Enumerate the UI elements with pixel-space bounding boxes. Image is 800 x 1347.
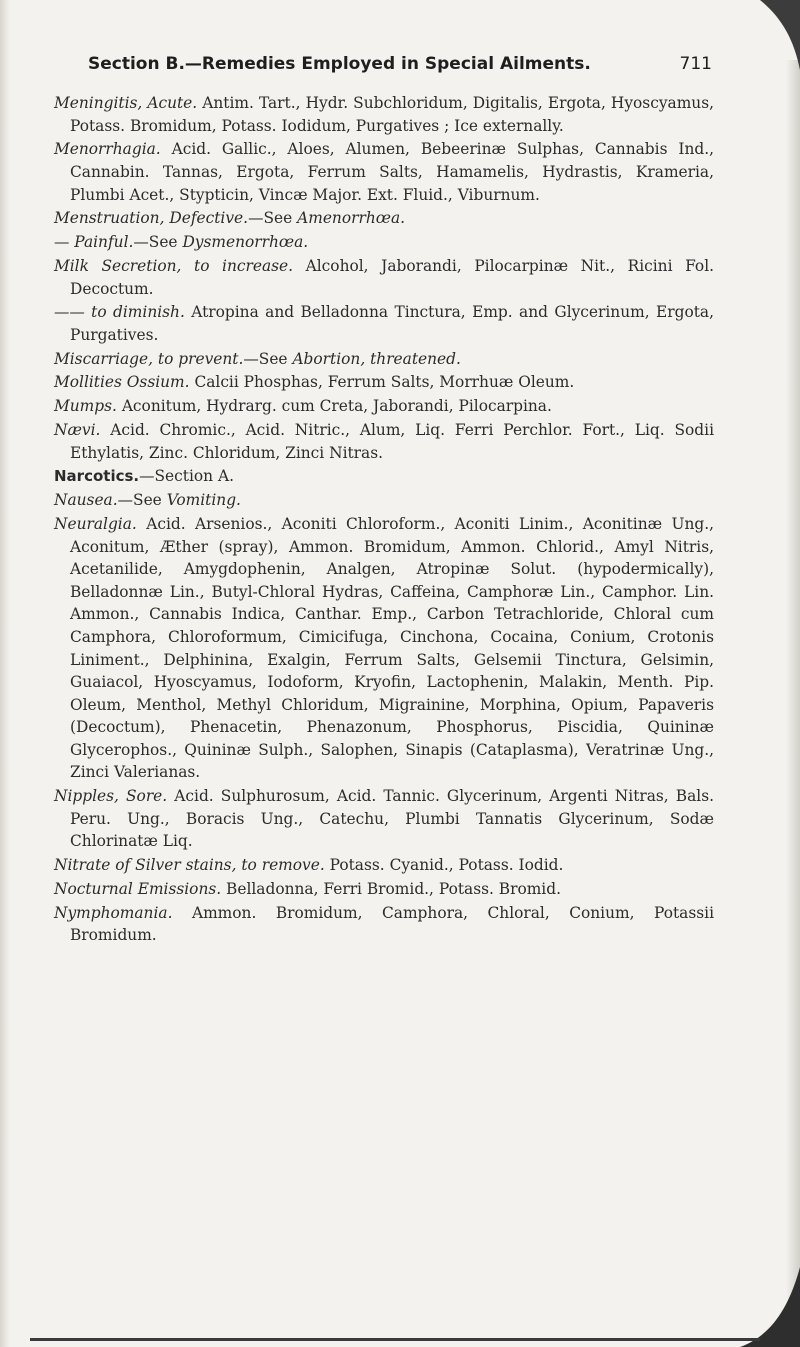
entry-remedies: Atropina and Belladonna Tinctura, Emp. and Glycerinum, Ergota, Purgatives.	[70, 303, 714, 344]
page-right-edge-shadow	[786, 60, 800, 1347]
entry-remedies: —See	[243, 349, 293, 368]
entry-remedies: Antim. Tart., Hydr. Subchloridum, Digitalis, Ergota, Hyoscyamus, Potass. Bromidum, Potass. Iodidum, Purgatives ; Ice externally.	[70, 94, 714, 135]
entry-term: Nocturnal Emissions.	[54, 880, 222, 898]
index-entry	[54, 92, 714, 137]
entry-term: Nausea.	[54, 491, 118, 510]
index-entry	[54, 207, 714, 230]
entry-remedies: Belladonna, Ferri Bromid., Potass. Bromid.	[221, 880, 561, 898]
page-number: 711	[679, 54, 712, 74]
entry-cross-reference: Amenorrhœa.	[297, 209, 406, 228]
entry-term: Milk Secretion, to increase.	[54, 256, 294, 275]
entry-term: Nævi.	[54, 421, 101, 439]
page-corner-curl-top	[760, 0, 800, 70]
index-entry	[54, 231, 714, 254]
entry-term: Meningitis, Acute.	[54, 94, 198, 112]
index-entries	[54, 92, 714, 948]
entry-term: Mumps.	[54, 397, 117, 416]
entry-remedies: Ammon. Bromidum, Camphora, Chloral, Conium, Potassii Bromidum.	[70, 903, 714, 945]
entry-term: —— to diminish.	[54, 303, 185, 322]
entry-remedies: Calcii Phosphas, Ferrum Salts, Morrhuæ Oleum.	[189, 373, 575, 392]
entry-remedies: —Section A.	[139, 467, 234, 486]
entry-term: Nymphomania.	[54, 903, 173, 922]
index-entry	[54, 348, 714, 371]
index-entry	[54, 513, 714, 784]
page-bottom-edge	[30, 1338, 760, 1341]
entry-remedies: —See	[133, 233, 183, 252]
index-entry	[54, 395, 714, 418]
running-header-title: Section B.—Remedies Employed in Special Ailments.	[88, 54, 591, 74]
entry-term: Neuralgia.	[54, 514, 137, 533]
entry-term: Nitrate of Silver stains, to remove.	[54, 856, 325, 875]
entry-term: Menstruation, Defective.	[54, 209, 249, 228]
index-entry	[54, 255, 714, 300]
index-entry	[54, 301, 714, 346]
entry-remedies: Aconitum, Hydrarg. cum Creta, Jaborandi, Pilocarpina.	[116, 397, 552, 416]
index-entry	[54, 854, 714, 877]
index-entry	[54, 371, 714, 394]
index-entry	[54, 902, 714, 947]
entry-remedies: Potass. Cyanid., Potass. Iodid.	[324, 856, 564, 875]
index-entry	[54, 785, 714, 853]
index-entry	[54, 878, 714, 901]
index-entry	[54, 465, 714, 488]
entry-remedies: —See	[248, 209, 298, 228]
entry-remedies: Alcohol, Jaborandi, Pilocarpinæ Nit., Ricini Fol. Decoctum.	[70, 256, 715, 298]
entry-term: — Painful.	[54, 233, 134, 252]
entry-cross-reference: Dysmenorrhœa.	[182, 233, 309, 252]
entry-cross-reference: Vomiting.	[166, 491, 241, 510]
entry-remedies: Acid. Gallic., Aloes, Alumen, Bebeerinæ Sulphas, Cannabis Ind., Cannabin. Tannas, Ergota, Ferrum Salts, Hamamelis, Hydrastis, Krameria, Plumbi Acet., Stypticin, Vincæ Major. Ext. Fluid., Viburnum.	[70, 140, 714, 204]
entry-term: Nipples, Sore.	[54, 787, 168, 806]
entry-remedies: Acid. Sulphurosum, Acid. Tannic. Glycerinum, Argenti Nitras, Bals. Peru. Ung., Boracis Ung., Catechu, Plumbi Tannatis Glycerinum, Sodæ Chlorinatæ Liq.	[70, 787, 714, 851]
running-header	[88, 54, 712, 84]
page-left-edge-shadow	[0, 0, 10, 1347]
index-entry	[54, 138, 714, 206]
index-entry	[54, 419, 714, 464]
index-entry	[54, 489, 714, 512]
entry-term: Miscarriage, to prevent.	[54, 349, 244, 368]
entry-remedies: Acid. Arsenios., Aconiti Chloroform., Aconiti Linim., Aconitinæ Ung., Aconitum, Æther (spray), Ammon. Bromidum, Ammon. Chlorid., Amyl Nitris, Acetanilide, Amygdophenin, Analgen, Atropinæ Solut. (hypodermically), Belladonnæ Lin., Butyl-Chloral Hydras, Caffeina, Camphoræ Lin., Camphor. Lin. Ammon., Cannabis Indica, Canthar. Emp., Carbon Tetrachloride, Chloral cum Camphora, Chloroformum, Cimicifuga, Cinchona, Cocaina, Conium, Crotonis Liniment., Delphinina, Exalgin, Ferrum Salts, Gelsemii Tinctura, Gelsimin, Guaiacol, Hyoscyamus, Iodoform, Kryofin, Lactophenin, Malakin, Menth. Pip. Oleum, Menthol, Methyl Chloridum, Migrainine, Morphina, Opium, Papaveris (Decoctum), Phenacetin, Phenazonum, Phosphorus, Piscidia, Quininæ Glycerophos., Quininæ Sulph., Salophen, Sinapis (Cataplasma), Veratrinæ Ung., Zinci Valerianas.	[70, 514, 714, 782]
entry-remedies: —See	[117, 491, 167, 510]
entry-remedies: Acid. Chromic., Acid. Nitric., Alum, Liq. Ferri Perchlor. Fort., Liq. Sodii Ethylatis, Zinc. Chloridum, Zinci Nitras.	[70, 421, 714, 462]
entry-term: Narcotics.	[54, 467, 140, 486]
entry-term: Menorrhagia.	[54, 140, 161, 159]
entry-cross-reference: Abortion, threatened.	[292, 349, 461, 368]
entry-term: Mollities Ossium.	[54, 373, 190, 392]
page-corner-curl-bottom	[740, 1267, 800, 1347]
